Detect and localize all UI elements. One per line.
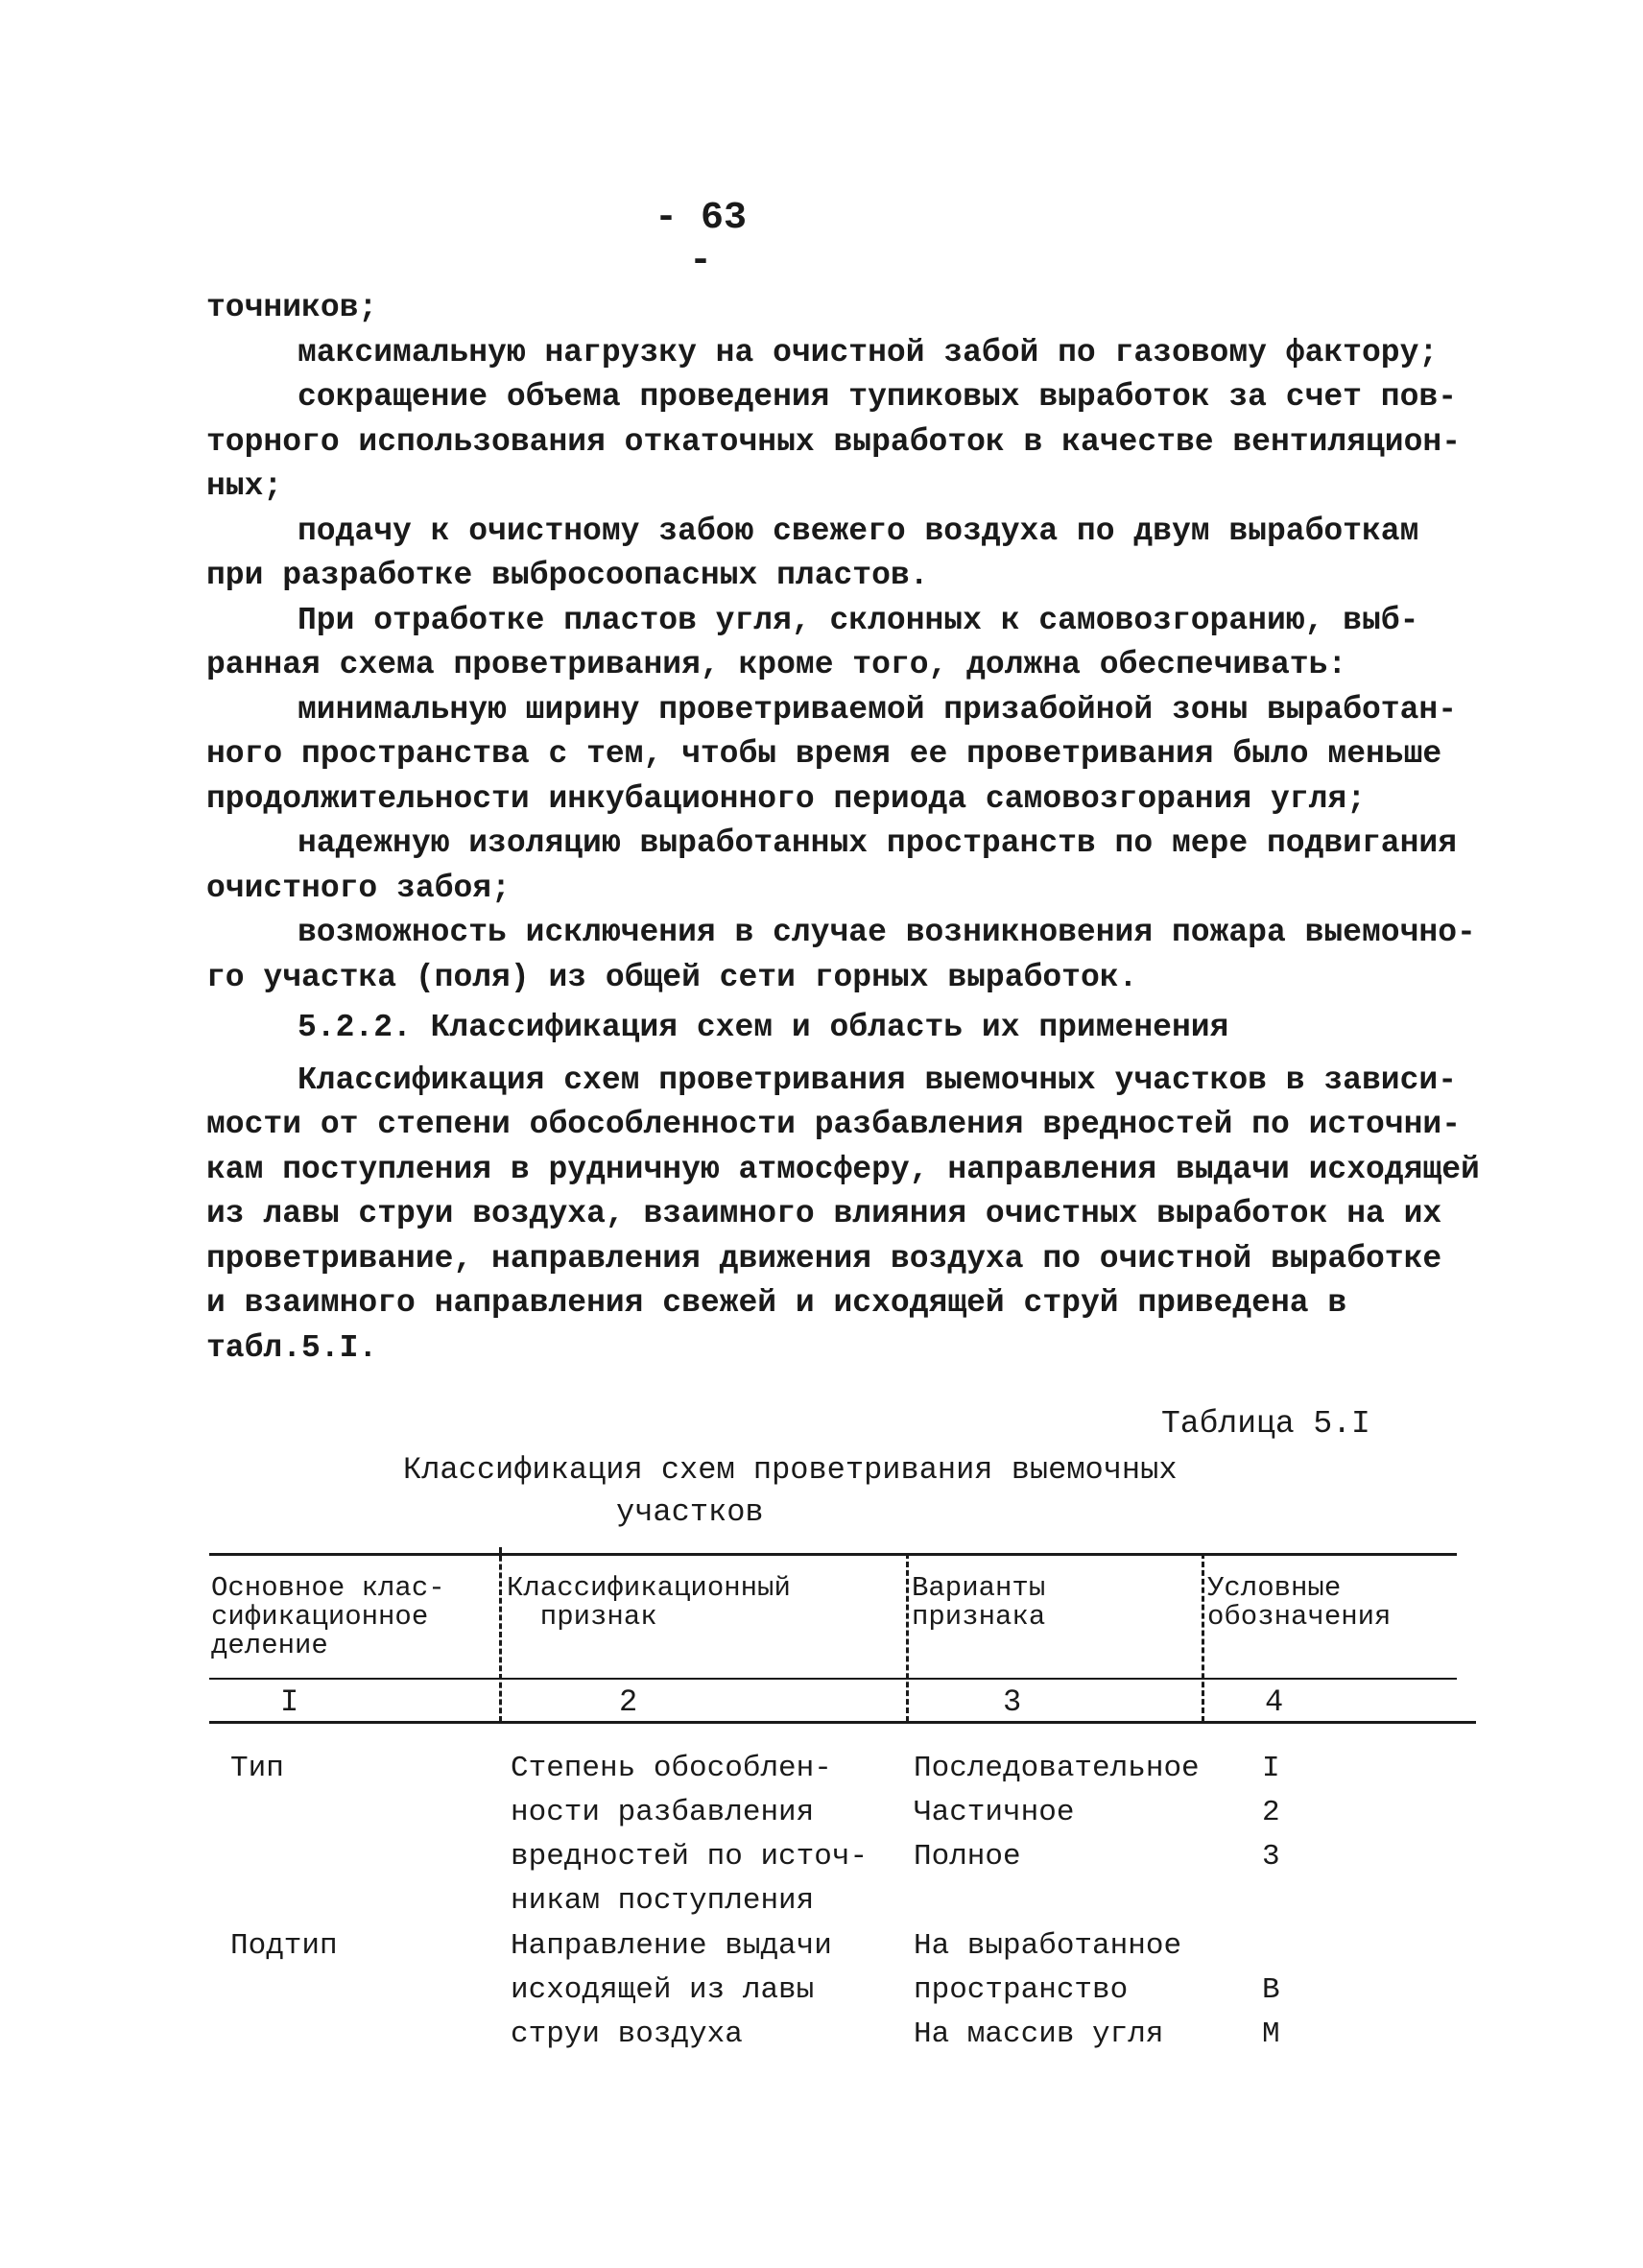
table-cell-feature: Степень обособлен- ности разбавления вредностей по источ- никам поступления	[511, 1752, 869, 1918]
table-label: Таблица 5.I	[1161, 1406, 1370, 1442]
column-number: I	[280, 1684, 299, 1720]
text-line: точников;	[206, 290, 378, 325]
table-top-rule	[209, 1553, 1457, 1556]
text-line: продолжительности инкубационного периода самовозгорания угля;	[206, 780, 1366, 817]
table-title	[403, 1449, 1190, 1534]
table-numbers-rule	[209, 1721, 1476, 1724]
column-number: 3	[1003, 1684, 1022, 1720]
table-title-line: Классификация схем проветривания выемочных	[403, 1452, 1178, 1488]
table-header-rule	[209, 1678, 1457, 1680]
text-line: очистного забоя;	[206, 870, 511, 906]
column-number: 2	[619, 1684, 638, 1720]
text-line: табл.5.I.	[206, 1329, 378, 1366]
table-cell-division: Тип	[230, 1752, 284, 1785]
text-line: ранная схема проветривания, кроме того, должна обеспечивать:	[206, 647, 1347, 682]
text-line: надежную изоляцию выработанных пространств по мере подвигания	[298, 825, 1457, 861]
text-line: го участка (поля) из общей сети горных выработок.	[206, 959, 1138, 995]
table-title-line: участков	[616, 1494, 764, 1530]
body-text	[206, 286, 1480, 1371]
text-line: подачу к очистному забою свежего воздуха по двум выработкам	[298, 513, 1419, 549]
text-line: Классификация схем проветривания выемочных участков в зависи-	[298, 1062, 1457, 1098]
column-divider	[1202, 1553, 1204, 1722]
table-cell-variants: На выработанное пространство На массив угля	[914, 1929, 1182, 2051]
text-line: мости от степени обособленности разбавления вредностей по источни-	[206, 1107, 1462, 1142]
text-line: кам поступления в рудничную атмосферу, направления выдачи исходящей	[206, 1151, 1480, 1187]
table-cell-variants: Последовательное Частичное Полное	[914, 1752, 1200, 1874]
table-cell-symbols: I 2 3	[1262, 1752, 1280, 1874]
text-line: проветривание, направления движения воздуха по очистной выработке	[206, 1240, 1442, 1277]
table-cell-division: Подтип	[230, 1929, 338, 1963]
text-line: торного использования откаточных выработок в качестве вентиляцион-	[206, 423, 1462, 460]
text-line: возможность исключения в случае возникновения пожара выемочно-	[298, 915, 1476, 950]
text-line: ных;	[206, 468, 283, 504]
text-line: максимальную нагрузку на очистной забой по газовому фактору;	[298, 334, 1439, 370]
text-line: ного пространства с тем, чтобы время ее проветривания было меньше	[206, 736, 1442, 772]
column-header-feature: Классификационный признак	[507, 1572, 791, 1633]
text-line: при разработке выбросоопасных пластов.	[206, 558, 929, 593]
column-number: 4	[1265, 1684, 1284, 1720]
table-cell-feature: Направление выдачи исходящей из лавы струи воздуха	[511, 1929, 832, 2051]
column-divider	[499, 1547, 502, 1722]
column-header-symbols: Условные обозначения	[1207, 1572, 1392, 1633]
page-number: - 63 -	[654, 197, 747, 283]
column-header-division: Основное клас- сификационное деление	[211, 1572, 445, 1661]
text-line: минимальную ширину проветриваемой призабойной зоны выработан-	[298, 691, 1457, 728]
text-line: из лавы струи воздуха, взаимного влияния очистных выработок на их	[206, 1196, 1442, 1231]
column-header-variants: Варианты признака	[912, 1572, 1046, 1633]
section-heading: 5.2.2. Классификация схем и область их применения	[298, 1010, 1229, 1045]
text-line: При отработке пластов угля, склонных к самовозгоранию, выб-	[298, 602, 1419, 638]
column-divider	[906, 1553, 909, 1722]
text-line: и взаимного направления свежей и исходящей струй приведена в	[206, 1285, 1347, 1321]
text-line: сокращение объема проведения тупиковых выработок за счет пов-	[298, 379, 1457, 415]
table-cell-symbols: В М	[1262, 1973, 1280, 2051]
